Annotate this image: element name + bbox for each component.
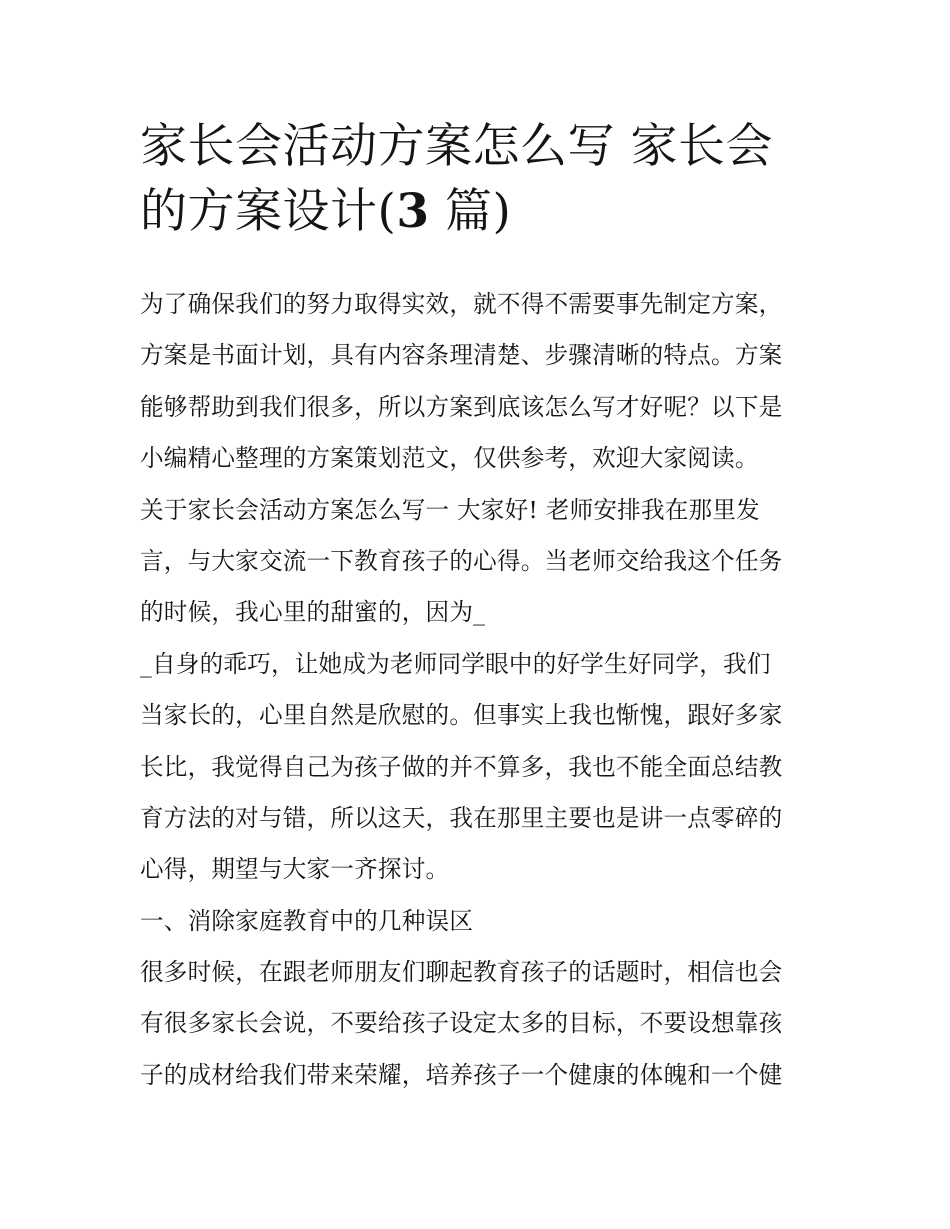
- body-line: 子的成材给我们带来荣耀，培养孩子一个健康的体魄和一个健: [140, 1060, 783, 1089]
- document-body: [140, 279, 820, 1101]
- body-line: 有很多家长会说，不要给孩子设定太多的目标，不要设想靠孩: [140, 1009, 783, 1038]
- body-line: 当家长的，心里自然是欣慰的。但事实上我也惭愧，跟好多家: [140, 701, 783, 730]
- body-line: _自身的乖巧，让她成为老师同学眼中的好学生好同学，我们: [140, 649, 771, 678]
- body-line: 方案是书面计划，具有内容条理清楚、步骤清晰的特点。方案: [140, 341, 783, 370]
- title-line-2-post: 篇): [429, 184, 512, 239]
- body-line: 心得，期望与大家一齐探讨。: [140, 855, 450, 884]
- body-line: 的时候，我心里的甜蜜的，因为_: [140, 598, 486, 627]
- title-line-2-num: 3: [396, 184, 430, 239]
- body-line: 为了确保我们的努力取得实效，就不得不需要事先制定方案，: [140, 290, 783, 318]
- body-line: 育方法的对与错，所以这天，我在那里主要也是讲一点零碎的: [140, 803, 783, 832]
- title-line-1: 家长会活动方案怎么写 家长会: [140, 119, 773, 174]
- body-line: 关于家长会活动方案怎么写一 大家好! 老师安排我在那里发: [140, 495, 760, 524]
- title-line-2-pre: 的方案设计(: [140, 184, 397, 239]
- section-heading: 一、消除家庭教育中的几种误区: [140, 906, 474, 935]
- body-line: 能够帮助到我们很多，所以方案到底该怎么写才好呢？以下是: [140, 392, 783, 421]
- body-line: 长比，我觉得自己为孩子做的并不算多，我也不能全面总结教: [140, 752, 783, 781]
- body-line: 很多时候，在跟老师朋友们聊起教育孩子的话题时，相信也会: [140, 958, 783, 987]
- body-line: 言，与大家交流一下教育孩子的心得。当老师交给我这个任务: [140, 546, 783, 575]
- body-line: 小编精心整理的方案策划范文，仅供参考，欢迎大家阅读。: [140, 444, 759, 473]
- document-title: [140, 114, 830, 244]
